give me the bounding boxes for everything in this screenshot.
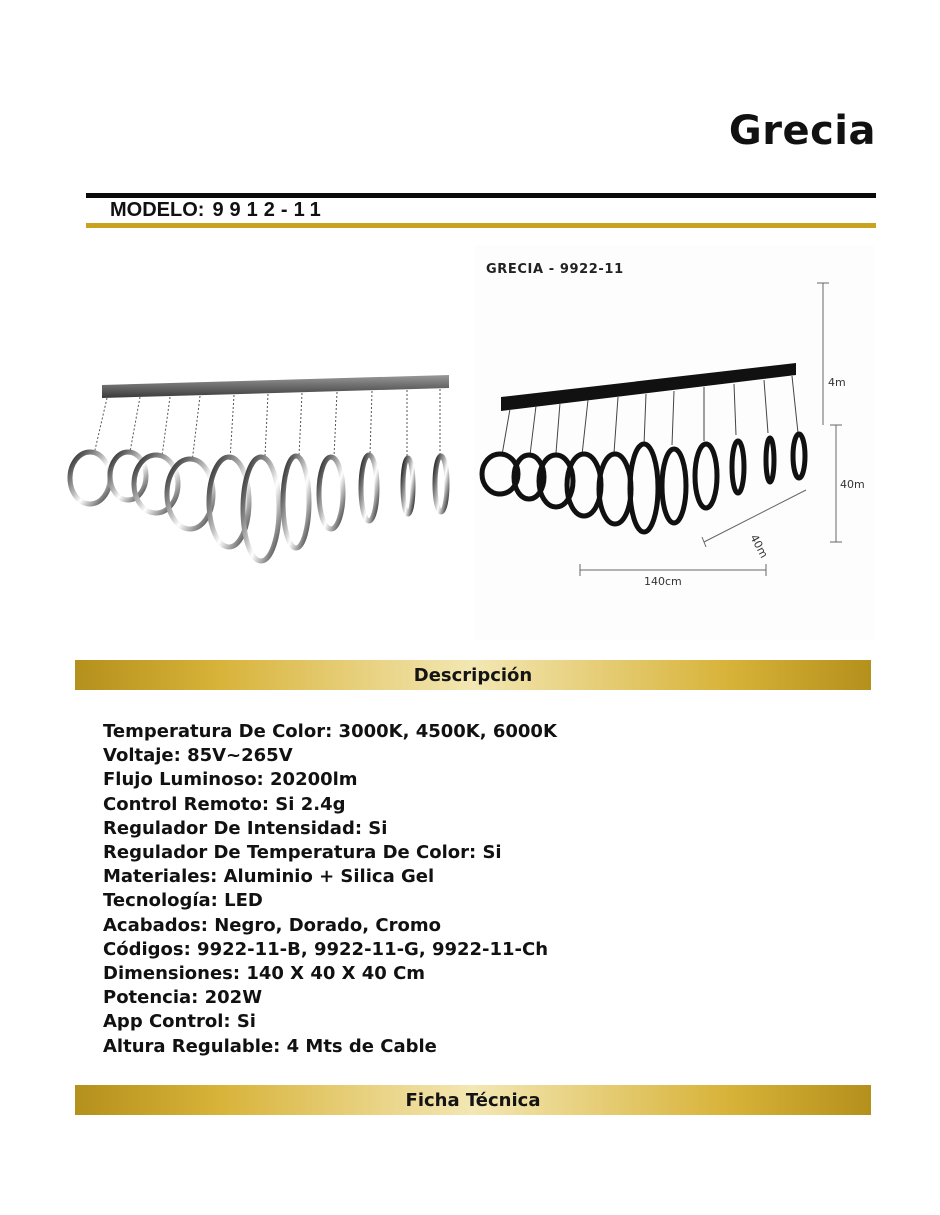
datasheet-header [75,1085,871,1115]
spec-item: App Control: Si [103,1011,256,1033]
model-label: MODELO: [110,199,205,221]
product-title: Grecia [728,108,876,154]
spec-item: Tecnología: LED [103,890,263,912]
diagram-title: GRECIA - 9922-11 [486,262,624,277]
spec-item: Códigos: 9922-11-B, 9922-11-G, 9922-11-Ch [103,938,549,960]
ring-pendant-lamp-photo [62,360,462,580]
spec-item: Temperatura De Color: 3000K, 4500K, 6000K [103,721,557,742]
dimension-cable-height: 4m [828,376,846,389]
datasheet-title: Ficha Técnica [405,1089,541,1111]
spec-item: Control Remoto: Si 2.4g [103,793,346,815]
spec-item: Flujo Luminoso: 20200lm [103,769,358,791]
spec-item: Acabados: Negro, Dorado, Cromo [103,914,441,936]
spec-item: Materiales: Aluminio + Silica Gel [103,866,435,888]
dimension-width: 140cm [644,575,682,588]
spec-item: Regulador De Temperatura De Color: Si [103,842,502,864]
spec-list [103,720,557,1059]
spec-item: Altura Regulable: 4 Mts de Cable [103,1035,437,1057]
spec-item: Voltaje: 85V~265V [103,745,293,767]
model-line [110,199,327,222]
spec-item: Regulador De Intensidad: Si [103,817,388,839]
description-title: Descripción [413,664,533,686]
header-rule-gold [86,223,876,228]
dimension-diagram [474,245,874,640]
header-rule-black [86,193,876,198]
model-code: 9912-11 [212,199,327,221]
description-header [75,660,871,690]
dimension-depth: 40m [747,532,771,561]
dimension-lamp-height: 40m [840,478,865,491]
spec-item: Potencia: 202W [103,987,263,1009]
spec-item: Dimensiones: 140 X 40 X 40 Cm [103,963,426,985]
